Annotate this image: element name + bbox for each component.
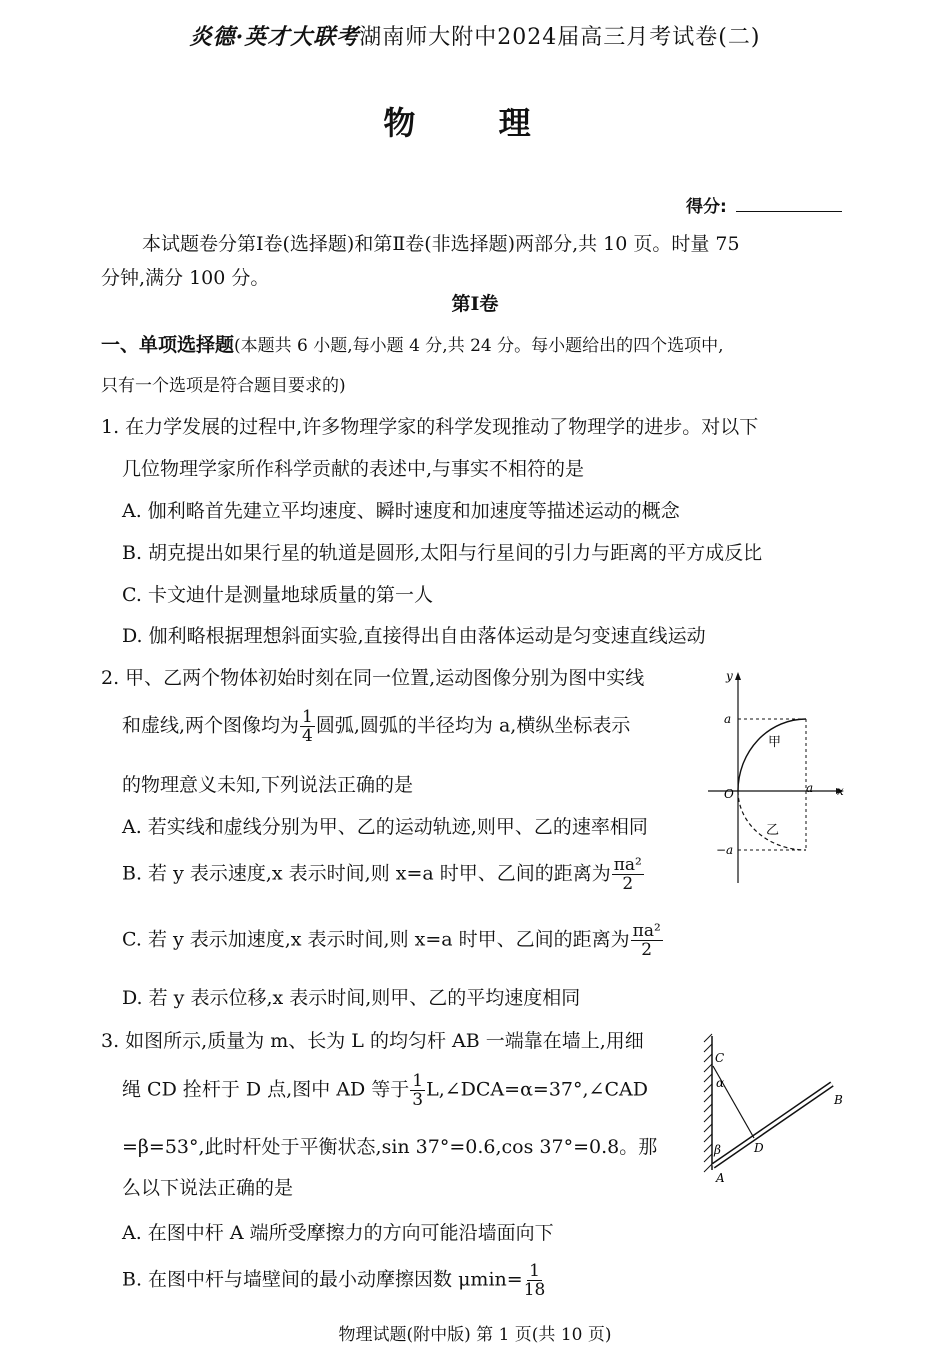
page-footer: 物理试题(附中版) 第 1 页(共 10 页)	[338, 1325, 612, 1345]
q2-option-a: A. 若实线和虚线分别为甲、乙的运动轨迹,则甲、乙的速率相同	[122, 816, 648, 838]
subject-title: 物 理	[383, 104, 567, 142]
c-fraction	[631, 922, 663, 959]
q2-stem-2	[122, 708, 630, 745]
label-a-top: a	[724, 712, 732, 726]
q2-stem-1: 2. 甲、乙两个物体初始时刻在同一位置,运动图像分别为图中实线	[101, 667, 645, 689]
part1-heading-label: 一、单项选择题	[101, 334, 235, 356]
q1-option-d: D. 伽利略根据理想斜面实验,直接得出自由落体运动是匀变速直线运动	[122, 625, 706, 647]
label-neg-a: −a	[716, 843, 734, 857]
intro-line-2: 分钟,满分 100 分。	[101, 267, 270, 289]
label-d: D	[754, 1141, 764, 1155]
solid-arc	[738, 719, 806, 791]
b-fraction	[612, 856, 644, 893]
section-title: 第Ⅰ卷	[451, 293, 499, 315]
label-yi: 乙	[766, 823, 780, 838]
q3-stem-4: 么以下说法正确的是	[122, 1177, 294, 1199]
q1-stem-2: 几位物理学家所作科学贡献的表述中,与事实不相符的是	[122, 458, 585, 480]
q2-stem-3: 的物理意义未知,下列说法正确的是	[122, 774, 414, 796]
q3-stem-1: 3. 如图所示,质量为 m、长为 L 的均匀杆 AB 一端靠在墙上,用细	[101, 1030, 644, 1052]
frac-num: πa²	[613, 855, 642, 875]
frac-den: 3	[412, 1090, 424, 1110]
third-fraction	[410, 1072, 425, 1109]
frac-num: 1	[302, 707, 313, 727]
frac-den: 2	[641, 940, 653, 960]
exam-header	[0, 20, 950, 51]
q3-option-a: A. 在图中杆 A 端所受摩擦力的方向可能沿墙面向下	[122, 1222, 554, 1244]
score-label: 得分:	[686, 197, 727, 217]
part1-heading	[101, 330, 724, 357]
q3-stem-2b: L,∠DCA=α=37°,∠CAD	[426, 1078, 648, 1101]
q1-stem-1: 1. 在力学发展的过程中,许多物理学家的科学发现推动了物理学的进步。对以下	[101, 416, 759, 438]
y-arrow	[735, 672, 741, 680]
frac-den: 2	[622, 874, 634, 894]
q1-option-c: C. 卡文迪什是测量地球质量的第一人	[122, 584, 433, 606]
q3-stem-2a: 绳 CD 拴杆于 D 点,图中 AD 等于	[122, 1078, 410, 1101]
q3-stem-2	[122, 1072, 648, 1109]
q2-option-c	[122, 922, 664, 959]
q2-option-b	[122, 856, 645, 893]
q2-stem-2b: 圆弧,圆弧的半径均为 a,横纵坐标表示	[315, 714, 631, 737]
frac-num: 1	[529, 1261, 540, 1281]
q3-stem-3: =β=53°,此时杆处于平衡状态,sin 37°=0.6,cos 37°=0.8。那	[122, 1136, 658, 1158]
label-x: x	[837, 784, 844, 798]
q2-option-d: D. 若 y 表示位移,x 表示时间,则甲、乙的平均速度相同	[122, 987, 581, 1009]
frac-num: 1	[412, 1071, 424, 1091]
quarter-fraction	[300, 708, 315, 745]
frac-num: πa²	[632, 921, 661, 941]
q1-option-b: B. 胡克提出如果行星的轨道是圆形,太阳与行星间的引力与距离的平方成反比	[122, 542, 763, 564]
label-c: C	[715, 1051, 725, 1065]
q2-stem-2a: 和虚线,两个图像均为	[122, 714, 300, 737]
q3-option-b-text: B. 在图中杆与墙壁间的最小动摩擦因数 μmin=	[122, 1268, 523, 1291]
part1-desc-2: 只有一个选项是符合题目要求的)	[101, 376, 346, 396]
exam-subtitle: 湖南师大附中2024届高三月考试卷(二)	[359, 25, 761, 50]
label-beta: β	[714, 1143, 721, 1157]
label-alpha: α	[716, 1076, 725, 1090]
label-b: B	[834, 1093, 843, 1107]
part1-desc-1: (本题共 6 小题,每小题 4 分,共 24 分。每小题给出的四个选项中,	[234, 336, 724, 356]
label-a-x: a	[806, 781, 814, 795]
q2-option-b-text: B. 若 y 表示速度,x 表示时间,则 x=a 时甲、乙间的距离为	[122, 862, 611, 885]
q3-option-b	[122, 1262, 546, 1299]
q3-rod-diagram	[698, 1030, 856, 1200]
dashed-arc	[738, 791, 806, 850]
mu-fraction	[524, 1262, 546, 1299]
label-origin: O	[724, 787, 734, 801]
frac-den: 18	[523, 1280, 546, 1300]
q2-arc-graph	[700, 668, 860, 888]
intro-line-1: 本试题卷分第Ⅰ卷(选择题)和第Ⅱ卷(非选择题)两部分,共 10 页。时量 75	[142, 233, 740, 255]
q1-option-a: A. 伽利略首先建立平均速度、瞬时速度和加速度等描述运动的概念	[122, 500, 680, 522]
label-a: A	[716, 1171, 725, 1185]
score-blank	[736, 211, 842, 212]
frac-den: 4	[302, 726, 313, 746]
wall-hatching	[704, 1034, 712, 1172]
label-y: y	[726, 669, 733, 683]
brand-name: 炎德·英才大联考	[189, 24, 360, 50]
label-jia: 甲	[768, 735, 782, 750]
q2-option-c-text: C. 若 y 表示加速度,x 表示时间,则 x=a 时甲、乙间的距离为	[122, 928, 630, 951]
